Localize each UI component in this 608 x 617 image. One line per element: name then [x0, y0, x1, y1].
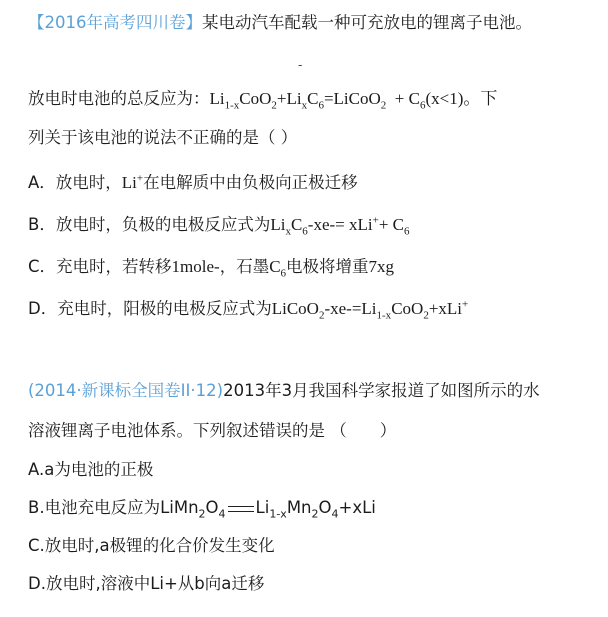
q1-stem-line3: 列关于该电池的说法不正确的是（ ） — [28, 128, 298, 147]
q2-stem-text1: 2013年3月我国科学家报道了如图所示的水 — [223, 381, 540, 400]
q1-stem2-tail: (x<1)。下 — [425, 89, 498, 108]
q2-source: (2014·新课标全国卷II·12) — [28, 381, 224, 400]
q2-option-c: C.放电时,a极锂的化合价发生变化 — [28, 536, 275, 555]
q1-option-d: D．充电时，阳极的电极反应式为$LiCoO_2-xe-=Li_{1-x}CoO_2+xLi^+$ — [28, 298, 469, 322]
q1-source: 【2016年高考四川卷】 — [28, 13, 202, 32]
q1-reaction: $Li_{1-x}CoO_2+Li_xC_6=LiCoO_2 + C_6$ — [209, 89, 426, 112]
q1-dash: - — [298, 58, 303, 72]
q1-stem-line1 — [28, 12, 532, 34]
q2-option-d: D.放电时,溶液中Li+从b向a迁移 — [28, 574, 265, 593]
q1-option-a: A．放电时，Li+在电解质中由负极向正极迁移 — [28, 172, 358, 192]
q2-option-a: A.a为电池的正极 — [28, 460, 154, 479]
q2-stem-line2: 溶液锂离子电池体系。下列叙述错误的是 （ ） — [28, 421, 397, 440]
q2-option-b: B.电池充电反应为$LiMn_2O_4$ $Li_{1-x}Mn_2O_4+xLi$ — [28, 498, 376, 521]
equilibrium-sign-icon — [228, 506, 254, 512]
q1-stem-line2 — [28, 88, 497, 110]
q1-stem2-label: 放电时电池的总反应为： — [28, 89, 210, 108]
q1-option-c: C．充电时，若转移1mole-，石墨$C_6$电极将增重7xg — [28, 257, 395, 280]
q2-stem-line1 — [28, 380, 540, 402]
q1-stem-text1: 某电动汽车配载一种可充放电的锂离子电池。 — [202, 13, 532, 32]
q1-option-b: B．放电时，负极的电极反应式为$Li_xC_6-xe-= xLi^++ C_6$ — [28, 214, 410, 238]
